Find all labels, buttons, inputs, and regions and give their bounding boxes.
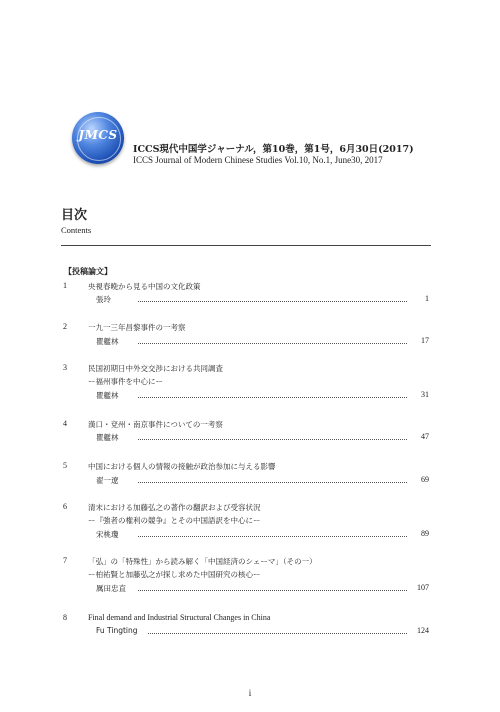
author-row — [96, 432, 429, 443]
entry-title: 「弘」の「特殊性」から読み解く「中国経済のシェーマ」（その一） — [88, 557, 317, 566]
entry-title: 清末における加藤弘之の著作の翻訳および受容状況 — [88, 503, 261, 512]
entry-number: 1 — [63, 281, 67, 290]
journal-title-en: ICCS Journal of Modern Chinese Studies Vol.10, No.1, June30, 2017 — [133, 155, 383, 165]
entry-page: 1 — [422, 294, 429, 303]
author-row — [96, 583, 429, 594]
author-row — [96, 529, 429, 540]
toc-entry-1[interactable] — [0, 281, 500, 321]
entry-author: Fu Tingting — [96, 626, 142, 635]
entry-page: 69 — [418, 475, 429, 484]
toc-subtitle: Contents — [61, 225, 92, 235]
toc-entry-8[interactable] — [0, 613, 500, 653]
entry-number: 6 — [63, 502, 67, 511]
entry-subtitle: ー福州事件を中心にー — [88, 377, 163, 386]
entry-title: 中国における個人の情報の接触が政治参加に与える影響 — [88, 462, 276, 471]
entry-title: 一九一三年昌黎事件の一考察 — [88, 323, 186, 332]
entry-title: 民国初期日中外交交渉における共同調査 — [88, 364, 223, 373]
toc-entry-4[interactable] — [0, 419, 500, 459]
author-row — [96, 475, 429, 486]
journal-title-jp: ICCS現代中国学ジャーナル，第10巻，第1号，6月30日(2017) — [133, 144, 414, 155]
toc-entry-3[interactable] — [0, 363, 500, 403]
toc-entry-7[interactable] — [0, 556, 500, 596]
author-row — [96, 390, 429, 401]
dot-leader — [138, 397, 407, 398]
entry-number: 4 — [63, 419, 67, 428]
entry-author: 瞿艦林 — [96, 390, 123, 401]
entry-author: 宋桃瓊 — [96, 529, 123, 540]
author-row — [96, 336, 429, 347]
author-row — [96, 294, 429, 305]
entry-subtitle: ー『強者の権利の競争』とその中国語訳を中心にー — [88, 516, 261, 525]
dot-leader — [138, 439, 407, 440]
author-row — [96, 626, 429, 637]
toc-title: 目次 — [61, 208, 88, 223]
entry-subtitle: ー柏祐賢と加藤弘之が探し求めた中国研究の核心ー — [88, 570, 261, 579]
entry-author: 翟一遼 — [96, 475, 123, 486]
dot-leader — [148, 633, 407, 634]
entry-author: 瞿艦林 — [96, 432, 123, 443]
entry-title: 漢口・兗州・南京事件についての一考察 — [88, 420, 223, 429]
entry-author: 厲田忠直 — [96, 583, 130, 594]
entry-author: 瞿艦林 — [96, 336, 123, 347]
page-number: i — [248, 688, 252, 698]
section-label: 【投稿論文】 — [64, 267, 112, 276]
journal-logo — [72, 112, 124, 164]
entry-number: 2 — [63, 322, 67, 331]
dot-leader — [138, 482, 407, 483]
entry-page: 47 — [418, 432, 429, 441]
entry-number: 5 — [63, 461, 67, 470]
entry-number: 3 — [63, 363, 67, 372]
toc-entry-5[interactable] — [0, 461, 500, 501]
entry-page: 31 — [418, 390, 429, 399]
entry-page: 124 — [414, 626, 429, 635]
entry-number: 8 — [63, 613, 67, 622]
dot-leader — [138, 590, 407, 591]
entry-page: 107 — [414, 583, 429, 592]
entry-number: 7 — [63, 556, 67, 565]
toc-entry-2[interactable] — [0, 322, 500, 362]
toc-entry-6[interactable] — [0, 502, 500, 542]
entry-page: 89 — [418, 529, 429, 538]
entry-author: 張玲 — [96, 294, 115, 305]
entry-title: Final demand and Industrial Structural Changes in China — [88, 613, 271, 622]
dot-leader — [138, 343, 407, 344]
entry-title: 央視春晩から見る中国の文化政策 — [88, 282, 201, 291]
divider-rule — [61, 245, 431, 246]
dot-leader — [138, 536, 407, 537]
dot-leader — [138, 301, 407, 302]
entry-page: 17 — [418, 336, 429, 345]
logo-text: JMCS — [78, 128, 118, 142]
